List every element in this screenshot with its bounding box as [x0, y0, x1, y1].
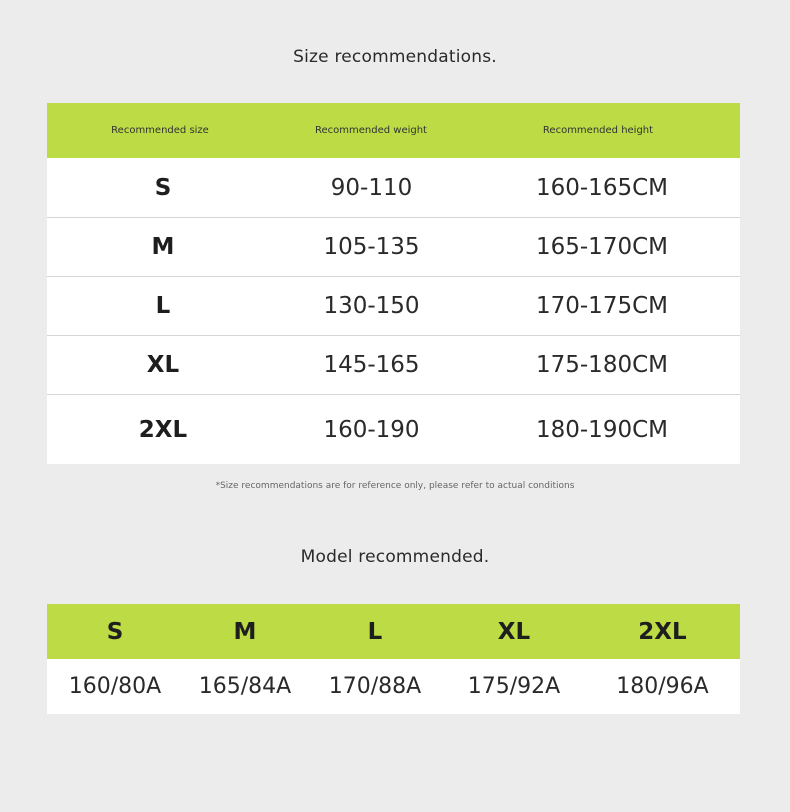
- model-size-header: 2XL: [638, 618, 687, 645]
- model-table-header: [47, 604, 740, 659]
- model-value-cell: 180/96A: [616, 674, 709, 699]
- weight-cell: 145-165: [323, 352, 420, 378]
- weight-cell: 160-190: [323, 416, 420, 443]
- model-values-row: [47, 659, 740, 714]
- table-row: [47, 158, 740, 218]
- size-recommendations-title: Size recommendations.: [293, 47, 497, 67]
- size-recommendation-table: [47, 103, 740, 464]
- table-row: [47, 336, 740, 395]
- weight-cell: 130-150: [323, 293, 420, 319]
- table-row: [47, 395, 740, 464]
- height-cell: 165-170CM: [535, 234, 668, 260]
- height-cell: 170-175CM: [535, 293, 668, 319]
- size-table-header: [47, 103, 740, 158]
- header-recommended-weight: Recommended weight: [315, 125, 427, 136]
- height-cell: 180-190CM: [535, 416, 668, 443]
- model-value-cell: 170/88A: [328, 674, 422, 699]
- size-cell: XL: [146, 352, 180, 378]
- model-recommended-title: Model recommended.: [300, 547, 490, 567]
- model-recommendation-table: [47, 604, 740, 714]
- header-recommended-height: Recommended height: [542, 125, 654, 136]
- model-size-header: XL: [497, 618, 531, 645]
- size-cell: L: [155, 293, 171, 319]
- height-cell: 160-165CM: [535, 174, 668, 201]
- table-row: [47, 277, 740, 336]
- size-cell: S: [154, 174, 172, 201]
- model-value-cell: 160/80A: [68, 674, 162, 699]
- height-cell: 175-180CM: [535, 352, 668, 378]
- reference-note: *Size recommendations are for reference only, please refer to actual conditions: [215, 481, 575, 491]
- weight-cell: 90-110: [330, 174, 413, 201]
- header-recommended-size: Recommended size: [111, 125, 209, 136]
- size-cell: 2XL: [138, 416, 188, 443]
- model-size-header: M: [233, 618, 257, 645]
- weight-cell: 105-135: [323, 234, 420, 260]
- model-size-header: L: [367, 618, 383, 645]
- model-value-cell: 165/84A: [198, 674, 292, 699]
- model-size-header: S: [106, 618, 124, 645]
- model-value-cell: 175/92A: [467, 674, 561, 699]
- table-row: [47, 218, 740, 277]
- size-cell: M: [151, 234, 175, 260]
